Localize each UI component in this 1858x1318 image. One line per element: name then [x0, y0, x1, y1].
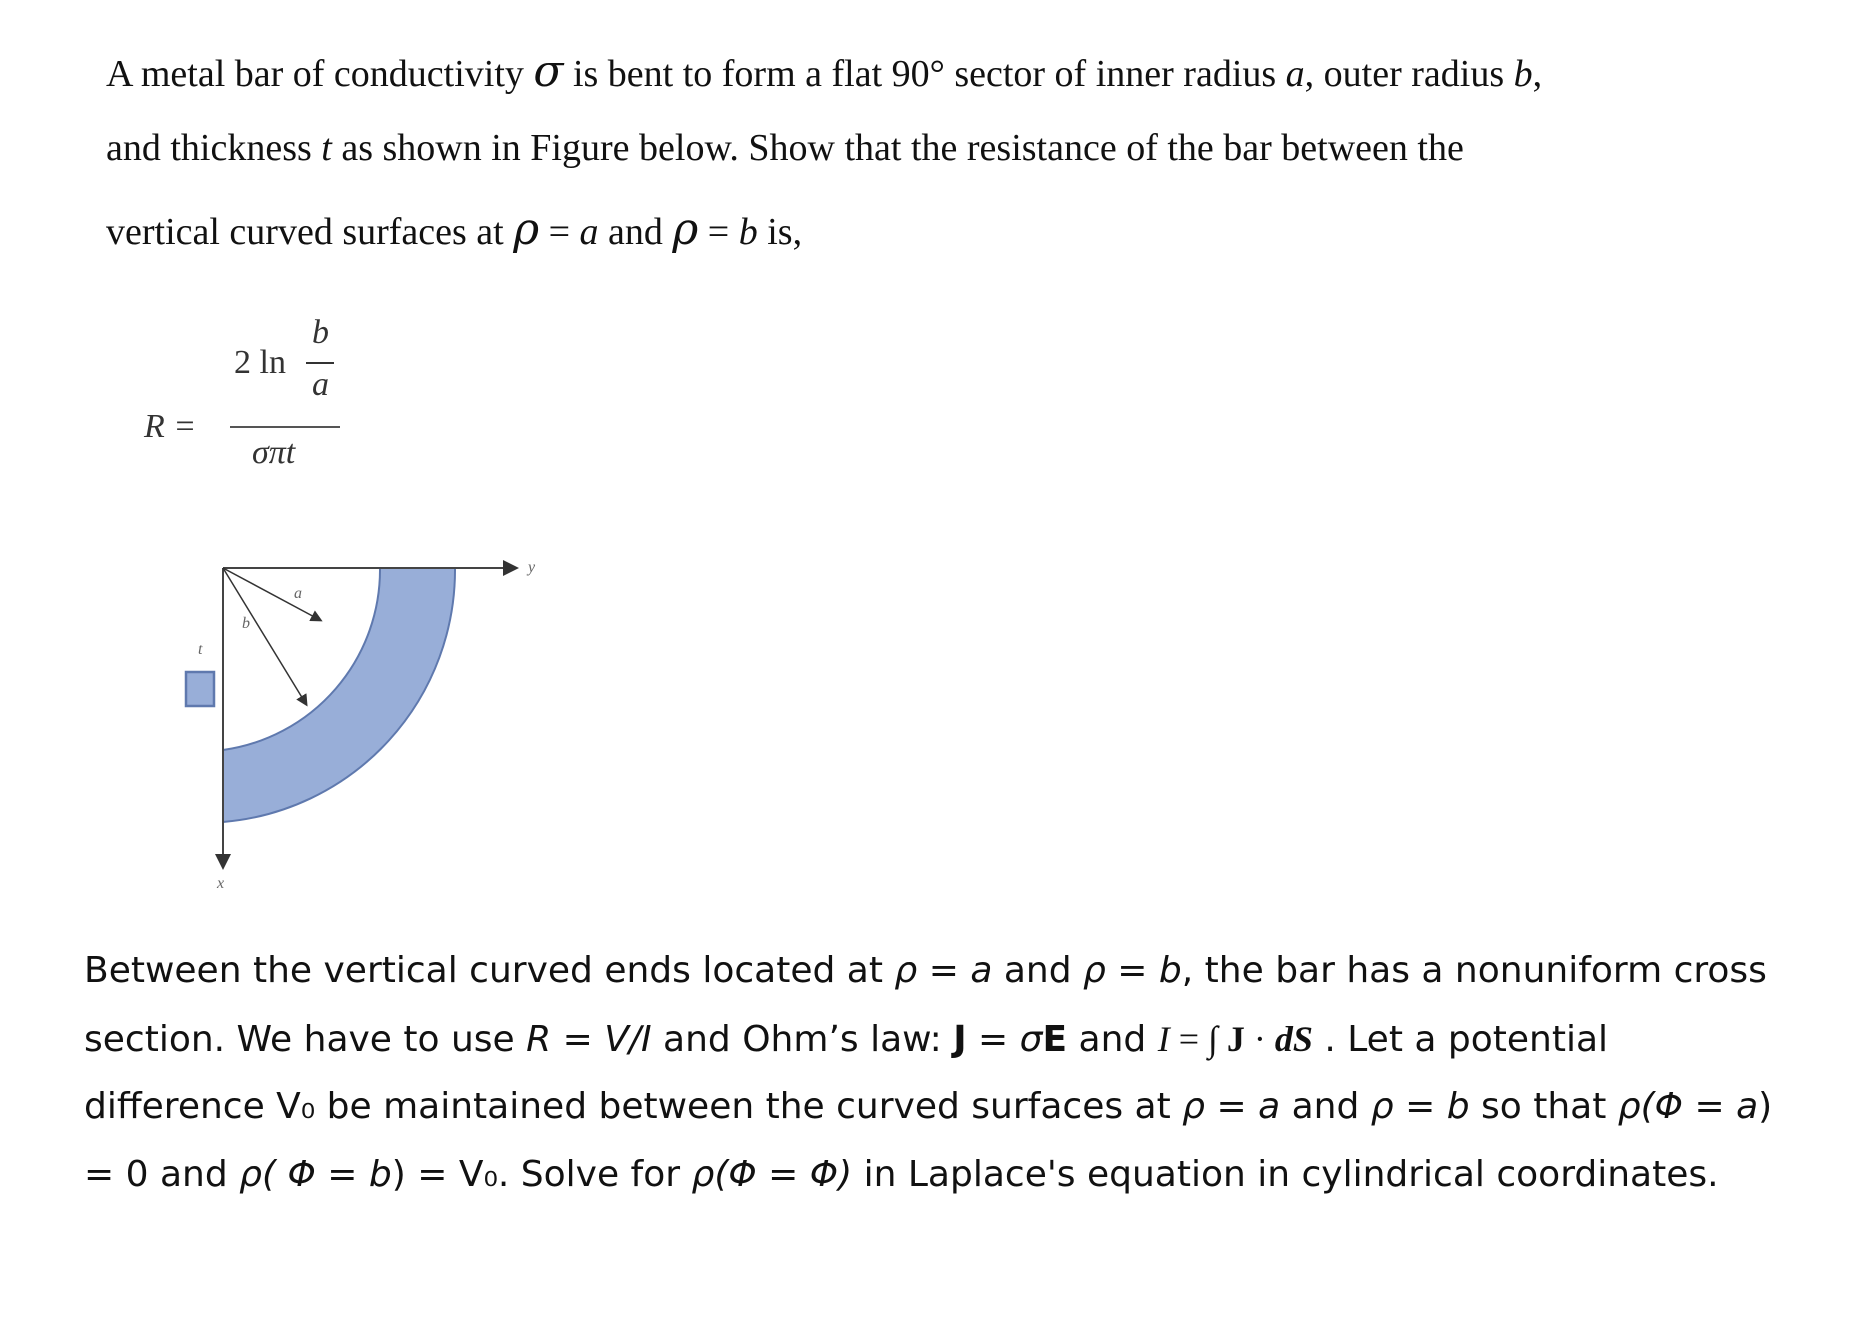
- problem-text: is bent to form a flat 90° sector of inner radius: [563, 53, 1286, 95]
- problem-text: =: [539, 211, 580, 253]
- label-y: y: [528, 559, 536, 576]
- problem-text: , outer radius: [1304, 53, 1514, 95]
- solution-text: so that: [1469, 1086, 1618, 1127]
- problem-text: A metal bar of conductivity: [106, 53, 534, 95]
- var-b: b: [1446, 1086, 1470, 1127]
- solution-text: . Let a potential: [1312, 1019, 1609, 1060]
- rho-phi-expression: ρ( Φ =: [239, 1154, 369, 1195]
- formula-lhs: R =: [144, 408, 197, 445]
- solution-line-1: [84, 950, 1767, 991]
- problem-text: vertical curved surfaces at: [106, 211, 514, 253]
- vector-J: J: [1226, 1019, 1245, 1059]
- solution-text: and: [1067, 1019, 1158, 1060]
- problem-text: and thickness: [106, 127, 322, 169]
- solution-text: =: [1393, 1086, 1447, 1127]
- var-t: t: [321, 127, 332, 169]
- rho-symbol: ρ: [1182, 1086, 1206, 1127]
- problem-line-1: [106, 46, 1542, 97]
- sigma-symbol: σ: [1019, 1019, 1043, 1060]
- var-a: a: [1258, 1086, 1281, 1127]
- solution-text: =: [551, 1019, 605, 1060]
- var-a: a: [1736, 1086, 1759, 1127]
- radius-a-line: [223, 568, 320, 620]
- formula-frac-num: b: [312, 314, 329, 351]
- var-a: a: [1285, 53, 1305, 95]
- vector-dS: dS: [1274, 1019, 1313, 1059]
- label-a: a: [294, 585, 302, 602]
- vector-E: E: [1042, 1019, 1068, 1060]
- rho-phi-expression: ρ(Φ =: [1617, 1086, 1737, 1127]
- solution-text: and Ohm’s law:: [651, 1019, 954, 1060]
- problem-text: =: [698, 211, 739, 253]
- problem-text: as shown in Figure below. Show that the resistance of the bar between the: [331, 127, 1464, 169]
- solution-text: =: [966, 1019, 1020, 1060]
- solution-text: section. We have to use: [84, 1019, 527, 1060]
- solution-text: =: [917, 950, 971, 991]
- problem-text: ,: [1532, 53, 1543, 95]
- solution-text: Between the vertical curved ends located at: [84, 950, 895, 991]
- solution-line-3: [84, 1086, 1772, 1127]
- metal-bar-sector: [223, 568, 455, 822]
- problem-line-2: [106, 126, 1464, 170]
- solution-text: = 0 and: [84, 1154, 240, 1195]
- var-a: a: [970, 950, 993, 991]
- solution-text: difference V₀ be maintained between the curved surfaces at: [84, 1086, 1183, 1127]
- problem-line-3: [106, 204, 802, 255]
- rho-phi-expression: ρ(Φ = Φ): [691, 1154, 853, 1195]
- var-b: b: [368, 1154, 392, 1195]
- label-x: x: [217, 875, 225, 888]
- solution-text: in Laplace's equation in cylindrical coordinates.: [852, 1154, 1719, 1195]
- formula-main-fraction-bar: [230, 426, 340, 428]
- vector-J: J: [953, 1019, 967, 1060]
- problem-text: and: [598, 211, 673, 253]
- rho-symbol: ρ: [1083, 950, 1106, 991]
- problem-text: is,: [757, 211, 803, 253]
- solution-line-4: [84, 1154, 1719, 1195]
- rho-symbol: ρ: [513, 204, 540, 255]
- formula-ln: 2 ln: [234, 344, 286, 381]
- rho-symbol: ρ: [672, 204, 699, 255]
- sigma-symbol: σ: [533, 46, 564, 97]
- var-b: b: [1158, 950, 1182, 991]
- solution-text: ) = V₀. Solve for: [391, 1154, 692, 1195]
- solution-text: , the bar has a nonuniform cross: [1181, 950, 1767, 991]
- var-a: a: [579, 211, 599, 253]
- solution-text: =: [1105, 950, 1159, 991]
- resistance-formula: [140, 314, 360, 480]
- formula-small-fraction-bar: [306, 362, 334, 364]
- thickness-cross-section: [186, 672, 214, 706]
- var-R: R: [526, 1019, 552, 1060]
- solution-line-2: [84, 1018, 1608, 1060]
- dot-operator: ·: [1244, 1019, 1275, 1059]
- formula-denominator: σπt: [252, 434, 296, 471]
- formula-frac-den: a: [312, 366, 329, 403]
- sector-figure: [180, 548, 580, 888]
- label-b: b: [242, 615, 250, 632]
- var-I: I: [1157, 1019, 1170, 1059]
- rho-symbol: ρ: [1370, 1086, 1394, 1127]
- solution-text: and: [1280, 1086, 1371, 1127]
- label-t: t: [198, 641, 203, 658]
- solution-text: and: [992, 950, 1083, 991]
- var-VI: V/I: [604, 1019, 652, 1060]
- solution-text: =: [1205, 1086, 1259, 1127]
- var-b: b: [738, 211, 758, 253]
- rho-symbol: ρ: [894, 950, 918, 991]
- solution-text: ): [1758, 1086, 1773, 1127]
- integral-sign: = ∫: [1169, 1019, 1227, 1059]
- var-b: b: [1513, 53, 1533, 95]
